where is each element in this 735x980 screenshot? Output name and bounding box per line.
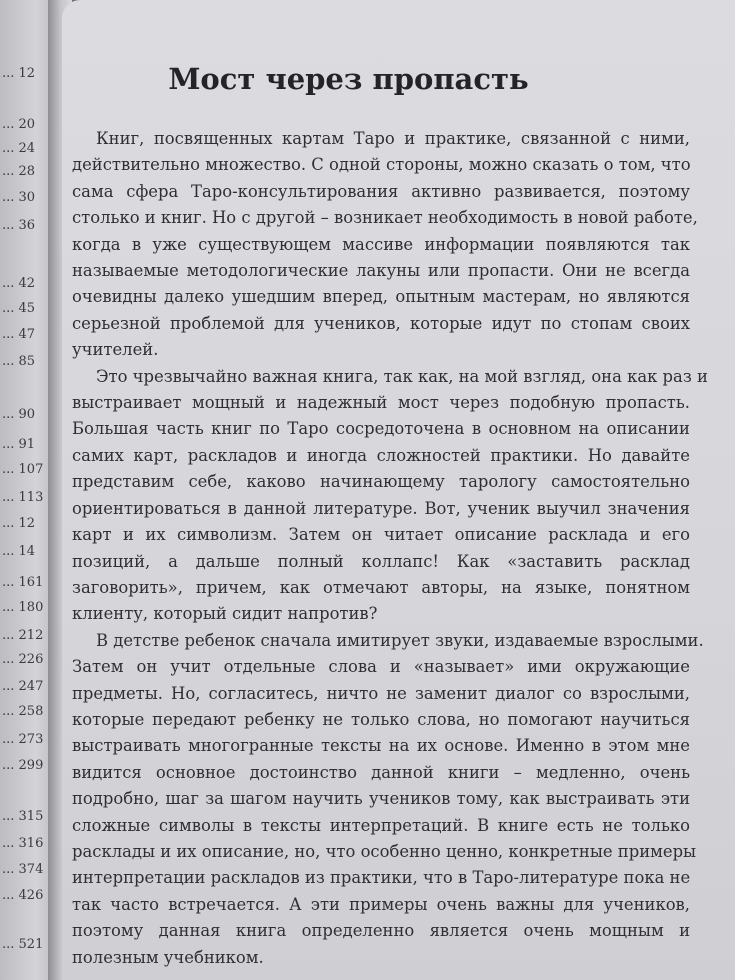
text-line: видится основное достоинство данной книги – медленно, очень (72, 762, 690, 782)
text-line: столько и книг. Но с другой – возникает необходимость в новой работе, (72, 208, 698, 228)
text-line: карт и их символизм. Затем он читает описание расклада и его (72, 525, 690, 545)
text-line: клиенту, который сидит напротив? (72, 604, 378, 624)
text-line: которые передают ребенку не только слова, но помогают научиться (72, 709, 690, 729)
text-line: выстраивать многогранные тексты на их основе. Именно в этом мне (72, 736, 690, 756)
text-line: Это чрезвычайно важная книга, так как, на мой взгляд, она как раз и (96, 366, 708, 386)
text-line: учителей. (72, 340, 159, 360)
underlying-page-number: ... 20 (2, 117, 36, 132)
underlying-page-number: ... 91 (2, 437, 36, 452)
text-line: интерпретации раскладов из практики, что в Таро-литературе пока не (72, 868, 691, 888)
underlying-page-number: ... 226 (2, 652, 44, 667)
underlying-page-number: ... 316 (2, 836, 44, 851)
underlying-page-number: ... 24 (2, 141, 36, 156)
text-line: ориентироваться в данной литературе. Вот, ученик выучил значения (72, 498, 690, 518)
underlying-page-number: ... 107 (2, 462, 44, 477)
text-line: позиций, а дальше полный коллапс! Как «заставить расклад (72, 551, 690, 571)
underlying-page-number: ... 247 (2, 679, 44, 694)
text-line: предметы. Но, согласитесь, ничто не заменит диалог со взрослыми, (72, 683, 690, 703)
underlying-page-number: ... 45 (2, 301, 36, 316)
underlying-page-number: ... 273 (2, 732, 44, 747)
text-line: так часто встречается. А эти примеры очень важны для учеников, (72, 894, 690, 914)
underlying-page-number: ... 85 (2, 354, 36, 369)
text-line: сама сфера Таро-консультирования активно развивается, поэтому (72, 181, 690, 201)
underlying-page-number: ... 12 (2, 66, 36, 81)
text-line: заговорить», причем, как отмечают авторы, на языке, понятном (72, 577, 690, 597)
text-line: сложные символы в тексты интерпретаций. В книге есть не только (72, 815, 690, 835)
underlying-page-number: ... 113 (2, 490, 44, 505)
underlying-page-number: ... 36 (2, 218, 36, 233)
underlying-page-number: ... 90 (2, 407, 36, 422)
text-line: представим себе, каково начинающему тарологу самостоятельно (72, 472, 690, 492)
text-line: действительно множество. С одной стороны, можно сказать о том, что (72, 155, 691, 175)
underlying-page-number: ... 521 (2, 937, 44, 952)
underlying-page-number: ... 14 (2, 544, 36, 559)
text-line: В детстве ребенок сначала имитирует звуки, издаваемые взрослыми. (96, 630, 704, 650)
underlying-page-number: ... 12 (2, 516, 36, 531)
text-line: самих карт, раскладов и иногда сложностей практики. Но давайте (72, 445, 690, 465)
underlying-page-number: ... 212 (2, 628, 44, 643)
text-line: серьезной проблемой для учеников, которые идут по стопам своих (72, 313, 690, 333)
text-line: Затем он учит отдельные слова и «называет» ими окружающие (72, 657, 690, 677)
underlying-page-number: ... 161 (2, 575, 44, 590)
underlying-page-number: ... 258 (2, 704, 44, 719)
page-title: Мост через пропасть (168, 62, 529, 96)
underlying-page-number: ... 42 (2, 276, 36, 291)
text-line: подробно, шаг за шагом научить учеников тому, как выстраивать эти (72, 789, 690, 809)
text-line: выстраивает мощный и надежный мост через подобную пропасть. (72, 393, 690, 413)
underlying-page-number: ... 180 (2, 600, 44, 615)
text-line: поэтому данная книга определенно является очень мощным и (72, 921, 690, 941)
underlying-page-number: ... 30 (2, 190, 36, 205)
underlying-page-number: ... 374 (2, 862, 44, 877)
underlying-page-number: ... 426 (2, 888, 44, 903)
text-line: полезным учебником. (72, 947, 264, 967)
body-text (72, 126, 708, 971)
text-line: Книг, посвященных картам Таро и практике, связанной с ними, (96, 129, 690, 148)
underlying-page-number: ... 47 (2, 327, 36, 342)
underlying-page-number: ... 28 (2, 164, 36, 179)
underlying-page-number: ... 315 (2, 809, 44, 824)
text-line: Большая часть книг по Таро сосредоточена в основном на описании (72, 419, 690, 439)
text-line: очевидны далеко ушедшим вперед, опытным мастерам, но являются (72, 287, 690, 307)
text-line: расклады и их описание, но, что особенно ценно, конкретные примеры (72, 841, 697, 861)
underlying-page-number: ... 299 (2, 758, 44, 773)
text-line: называемые методологические лакуны или пропасти. Они не всегда (72, 261, 690, 281)
text-line: когда в уже существующем массиве информации появляются так (72, 234, 690, 254)
